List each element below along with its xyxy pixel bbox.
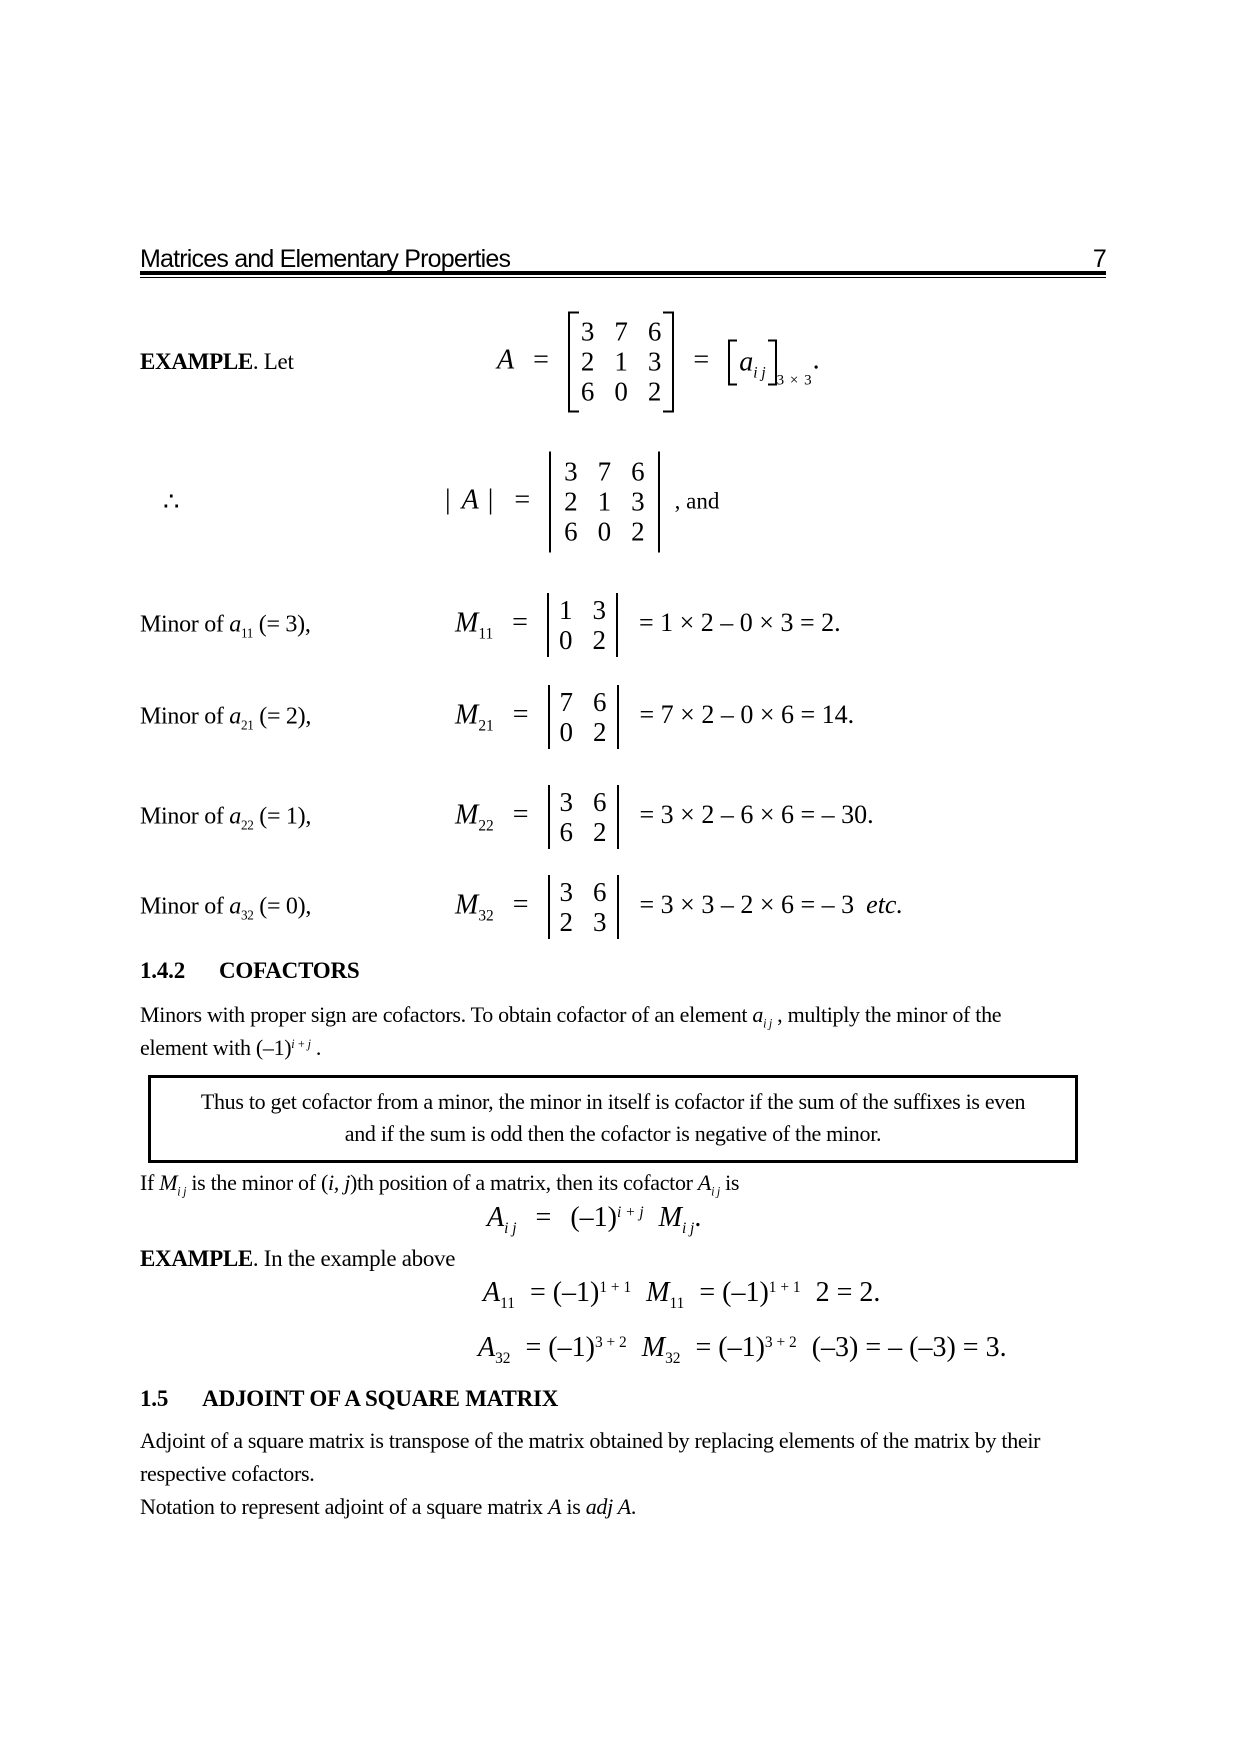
minor-equation — [455, 875, 903, 939]
elem-subscript: i j — [763, 1016, 772, 1031]
minor-label — [140, 804, 311, 831]
equals-sign: = — [512, 607, 528, 639]
var-a-cap: A — [697, 1170, 712, 1195]
matrix-cell: 3 — [580, 316, 595, 347]
var-a-cap: A — [487, 1202, 505, 1233]
det-cell: 1 — [558, 595, 573, 625]
var-m: M — [455, 607, 479, 639]
var-a: a — [229, 611, 241, 638]
m-subscript: i j — [177, 1184, 187, 1199]
equals-sign: = — [512, 699, 529, 731]
m-subscript: 11 — [669, 1294, 685, 1312]
a-subscript: i j — [504, 1219, 517, 1237]
var-a: a — [229, 893, 241, 920]
var-a: a — [752, 1002, 764, 1027]
notation-line — [140, 1490, 1090, 1523]
equation-text: = (–1) — [695, 1332, 765, 1363]
abs-bar: | — [445, 484, 462, 516]
determinant-row — [0, 448, 1241, 556]
var-m: M — [646, 1277, 670, 1308]
period: . — [630, 1494, 637, 1519]
abs-bar: | — [478, 484, 496, 516]
aij-bracket — [728, 339, 776, 385]
det-cell: 3 — [593, 907, 607, 937]
power-base: (–1) — [570, 1202, 617, 1233]
var-a-cap: A — [478, 1332, 496, 1363]
var-a: A — [497, 344, 515, 376]
matrix-cell: 3 — [647, 346, 662, 377]
period: . — [812, 344, 820, 376]
example-let-label — [140, 349, 294, 375]
var-a: a — [229, 703, 241, 730]
equals-sign: = — [693, 344, 710, 376]
period: . — [694, 1202, 702, 1233]
det-cell: 0 — [558, 625, 573, 655]
minor-equation — [455, 685, 866, 749]
therefore-symbol: ∴ — [163, 487, 180, 516]
det-cell: 3 — [592, 595, 606, 625]
paragraph-text: is the minor of ( — [186, 1170, 328, 1195]
minor-label — [140, 704, 311, 731]
box-line: Thus to get cofactor from a minor, the minor in itself is cofactor if the sum of the suffixes is even — [200, 1089, 1026, 1114]
matrix-cell: 0 — [614, 376, 628, 407]
det-cell: 3 — [559, 877, 574, 907]
paragraph-text: is — [719, 1170, 740, 1195]
example-rest: . In the example above — [252, 1246, 456, 1271]
minor-row-22 — [0, 782, 1241, 852]
m-subscript: 32 — [665, 1349, 681, 1367]
determinant-2x2 — [548, 875, 619, 939]
var-m: M — [658, 1202, 682, 1233]
power-superscript: i + j — [291, 1036, 311, 1051]
matrix-cell: 6 — [647, 316, 662, 347]
det-cell: 3 — [564, 456, 578, 487]
var-a: a — [229, 803, 241, 830]
det-cell: 0 — [559, 717, 574, 747]
cofactors-paragraph — [140, 998, 1090, 1064]
elem-subscript: 22 — [241, 817, 254, 833]
matrix-a-equation — [497, 312, 820, 413]
paragraph-line — [140, 1031, 1090, 1064]
det-cell: 7 — [559, 687, 574, 717]
matrix-cell: 2 — [647, 376, 662, 407]
header-title: Matrices and Elementary Properties — [140, 245, 511, 273]
minor-label-value: (= 0), — [253, 893, 312, 920]
var-m: M — [159, 1170, 178, 1195]
det-cell: 7 — [597, 456, 612, 487]
equation-text: 2 = 2. — [815, 1277, 881, 1308]
ij-italic: i, j — [328, 1170, 351, 1195]
var-a: A — [461, 484, 479, 516]
minor-row-32 — [0, 872, 1241, 942]
equation-text: = (–1) — [525, 1332, 595, 1363]
minor-equation — [455, 785, 886, 849]
det-cell: 2 — [592, 625, 606, 655]
elem-subscript: 32 — [241, 907, 254, 923]
header-rule — [140, 271, 1106, 278]
and-suffix: , and — [674, 488, 720, 514]
minor-equation — [455, 593, 853, 657]
equation-text: = (–1) — [699, 1277, 769, 1308]
equals-sign: = — [512, 889, 529, 921]
minor-result: = 3 × 3 – 2 × 6 = – 3 — [639, 890, 855, 920]
m-subscript: i j — [681, 1219, 695, 1237]
adjoint-paragraph — [140, 1424, 1090, 1490]
m-subscript: 32 — [478, 907, 494, 925]
paragraph-line — [140, 998, 1090, 1031]
minor-label-value: (= 3), — [253, 611, 311, 638]
minor-label-value: (= 1), — [253, 803, 312, 830]
minor-label-text: Minor of — [140, 893, 230, 920]
example-rest: . Let — [252, 349, 294, 374]
example-let-row — [0, 305, 1241, 419]
equation-text: (–3) = – (–3) = 3. — [811, 1332, 1007, 1363]
paragraph-text: Minors with proper sign are cofactors. To obtain cofactor of an element — [140, 1002, 753, 1027]
minor-label — [140, 894, 311, 921]
equation-text: = (–1) — [529, 1277, 600, 1308]
det-cell: 2 — [631, 516, 645, 547]
matrix-cell: 7 — [614, 316, 628, 347]
example-word: EXAMPLE — [140, 349, 253, 374]
minor-label — [140, 612, 311, 639]
var-a-cap: A — [483, 1277, 501, 1308]
section-title: ADJOINT OF A SQUARE MATRIX — [202, 1386, 559, 1411]
m-subscript: 11 — [478, 625, 494, 643]
paragraph-text: is — [561, 1494, 586, 1519]
example-above-line — [140, 1246, 455, 1272]
det-cell: 6 — [593, 687, 607, 717]
box-line: and if the sum is odd then the cofactor is negative of the minor. — [344, 1121, 882, 1146]
det-cell: 6 — [593, 877, 607, 907]
power-superscript: 3 + 2 — [594, 1333, 627, 1351]
a-subscript: i j — [711, 1184, 720, 1199]
power-superscript: 1 + 1 — [768, 1278, 801, 1296]
var-a-cap: A — [548, 1494, 562, 1519]
matrix-cell: 2 — [580, 346, 595, 377]
minor-row-21 — [0, 682, 1241, 752]
det-cell: 3 — [559, 787, 574, 817]
cofactor-a11-equation — [483, 1277, 881, 1312]
paragraph-text: )th position of a matrix, then its cofactor — [350, 1170, 698, 1195]
det-cell: 6 — [564, 516, 578, 547]
det-cell: 1 — [597, 486, 612, 517]
equals-sign: = — [512, 799, 529, 831]
determinant-2x2 — [547, 593, 618, 657]
section-number: 1.4.2 — [140, 958, 186, 983]
etc-text: etc. — [866, 890, 903, 920]
det-cell: 6 — [559, 817, 574, 847]
var-m: M — [455, 699, 479, 731]
m-subscript: 21 — [478, 717, 494, 735]
det-cell: 6 — [593, 787, 607, 817]
minor-label-text: Minor of — [140, 803, 230, 830]
equals-sign: = — [533, 344, 549, 376]
section-number: 1.5 — [140, 1386, 169, 1411]
paragraph-text: Notation to represent adjoint of a square matrix — [140, 1494, 549, 1519]
det-cell: 2 — [593, 717, 607, 747]
determinant-a-equation — [445, 452, 719, 553]
power-superscript: 1 + 1 — [599, 1278, 632, 1296]
equals-sign: = — [535, 1202, 552, 1233]
section-heading-cofactors — [140, 958, 360, 984]
det-cell: 2 — [593, 817, 607, 847]
power-superscript: i + j — [616, 1203, 644, 1221]
var-m: M — [455, 799, 479, 831]
power-superscript: 3 + 2 — [764, 1333, 797, 1351]
adj-a-italic: adj A — [585, 1494, 631, 1519]
determinant-2x2 — [548, 685, 619, 749]
paragraph-text: , multiply the minor of the — [771, 1002, 1002, 1027]
var-aij: a — [739, 346, 754, 377]
matrix-a-3x3 — [568, 312, 675, 413]
paragraph-text: element with (–1) — [140, 1035, 292, 1060]
elem-subscript: 11 — [241, 625, 254, 641]
minor-label-text: Minor of — [140, 703, 230, 730]
aij-subscript: i j — [753, 363, 766, 381]
var-m: M — [455, 889, 479, 921]
minor-label-value: (= 2), — [253, 703, 312, 730]
example-word: EXAMPLE — [140, 1246, 253, 1271]
elem-subscript: 21 — [241, 717, 254, 733]
section-heading-adjoint — [140, 1386, 558, 1412]
determinant-2x2 — [548, 785, 619, 849]
det-cell: 0 — [597, 516, 612, 547]
if-minor-line — [140, 1166, 1090, 1199]
det-cell: 3 — [631, 486, 645, 517]
paragraph-line: respective cofactors. — [140, 1461, 315, 1486]
a-subscript: 11 — [500, 1294, 515, 1312]
det-cell: 6 — [631, 456, 645, 487]
paragraph-text: . — [310, 1035, 322, 1060]
matrix-cell: 1 — [614, 346, 628, 377]
paragraph-line: Adjoint of a square matrix is transpose of the matrix obtained by replacing elements of the matrix by their — [140, 1428, 1041, 1453]
determinant-3x3 — [549, 452, 660, 553]
minor-label-text: Minor of — [140, 611, 230, 638]
matrix-size-subscript: 3 × 3 — [776, 372, 813, 389]
running-header — [140, 246, 1106, 272]
det-cell: 2 — [559, 907, 574, 937]
matrix-cell: 6 — [580, 376, 595, 407]
cofactor-formula — [487, 1202, 702, 1237]
var-m: M — [641, 1332, 666, 1363]
paragraph-text: If — [140, 1170, 160, 1195]
cofactor-a32-equation — [478, 1332, 1007, 1367]
det-cell: 2 — [564, 486, 578, 517]
a-subscript: 32 — [495, 1349, 511, 1367]
page-number: 7 — [1092, 245, 1106, 273]
minor-row-11 — [0, 590, 1241, 660]
section-title: COFACTORS — [219, 958, 360, 983]
cofactor-rule-box — [148, 1075, 1078, 1163]
m-subscript: 22 — [478, 817, 494, 835]
minor-result: = 1 × 2 – 0 × 3 = 2. — [638, 608, 841, 638]
equals-sign: = — [514, 484, 531, 516]
minor-result: = 3 × 2 – 6 × 6 = – 30. — [639, 800, 874, 830]
minor-result: = 7 × 2 – 0 × 6 = 14. — [639, 700, 855, 730]
